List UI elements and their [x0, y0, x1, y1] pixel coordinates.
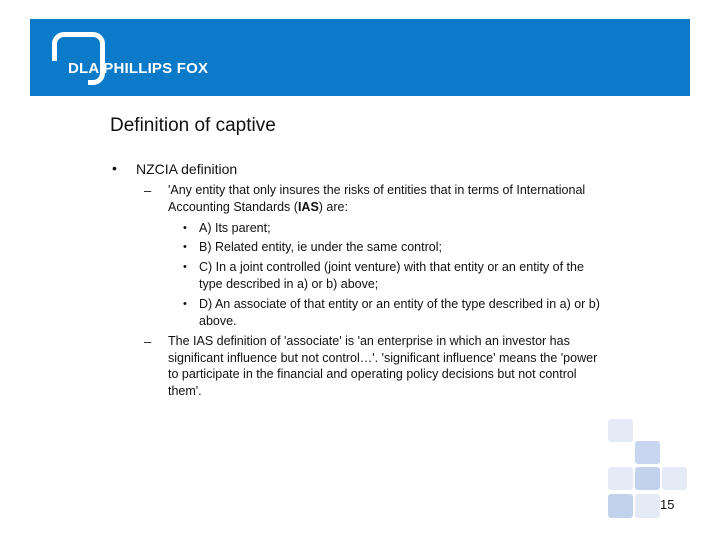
dla-logo-icon — [52, 32, 105, 85]
deco-square — [635, 494, 660, 518]
deco-square — [635, 441, 660, 464]
sub-bullet-marker: • — [183, 298, 187, 310]
dash-item-definition — [168, 182, 608, 215]
sub-bullet-marker: • — [183, 222, 187, 234]
ias-bold: IAS — [297, 199, 319, 214]
deco-square — [662, 467, 687, 490]
deco-square — [608, 494, 633, 518]
definition-text: 'Any entity that only insures the risks of entities that in terms of International Accounting Standards ( — [168, 183, 586, 214]
sub-bullet-marker: • — [183, 241, 187, 253]
sub-item-d: D) An associate of that entity or an entity of the type described in a) or b) above. — [199, 297, 600, 328]
sub-item-a: A) Its parent; — [199, 221, 271, 235]
dash-item-ias-associate: The IAS definition of 'associate' is 'an enterprise in which an investor has significant influence but not control…'. 'significant influence' means the 'power to participate in the financial and operating policy decisions but not control them'. — [168, 334, 598, 398]
slide-title: Definition of captive — [110, 115, 276, 136]
logo-text: DLA PHILLIPS FOX — [68, 60, 209, 77]
sub-item-c: C) In a joint controlled (joint venture) with that entity or an entity of the type described in a) or b) above; — [199, 260, 584, 291]
bullet-marker: • — [112, 160, 117, 176]
page-number: 15 — [660, 497, 675, 512]
bullet-nzcia: NZCIA definition — [136, 161, 238, 177]
sub-bullet-marker: • — [183, 261, 187, 273]
deco-square — [608, 419, 633, 442]
dash-marker: – — [144, 334, 152, 349]
deco-square — [608, 467, 633, 490]
header-banner — [30, 19, 690, 96]
dash-marker: – — [144, 183, 152, 198]
definition-tail: ) are: — [318, 199, 348, 214]
sub-item-b: B) Related entity, ie under the same control; — [199, 240, 442, 254]
deco-square — [635, 467, 660, 490]
